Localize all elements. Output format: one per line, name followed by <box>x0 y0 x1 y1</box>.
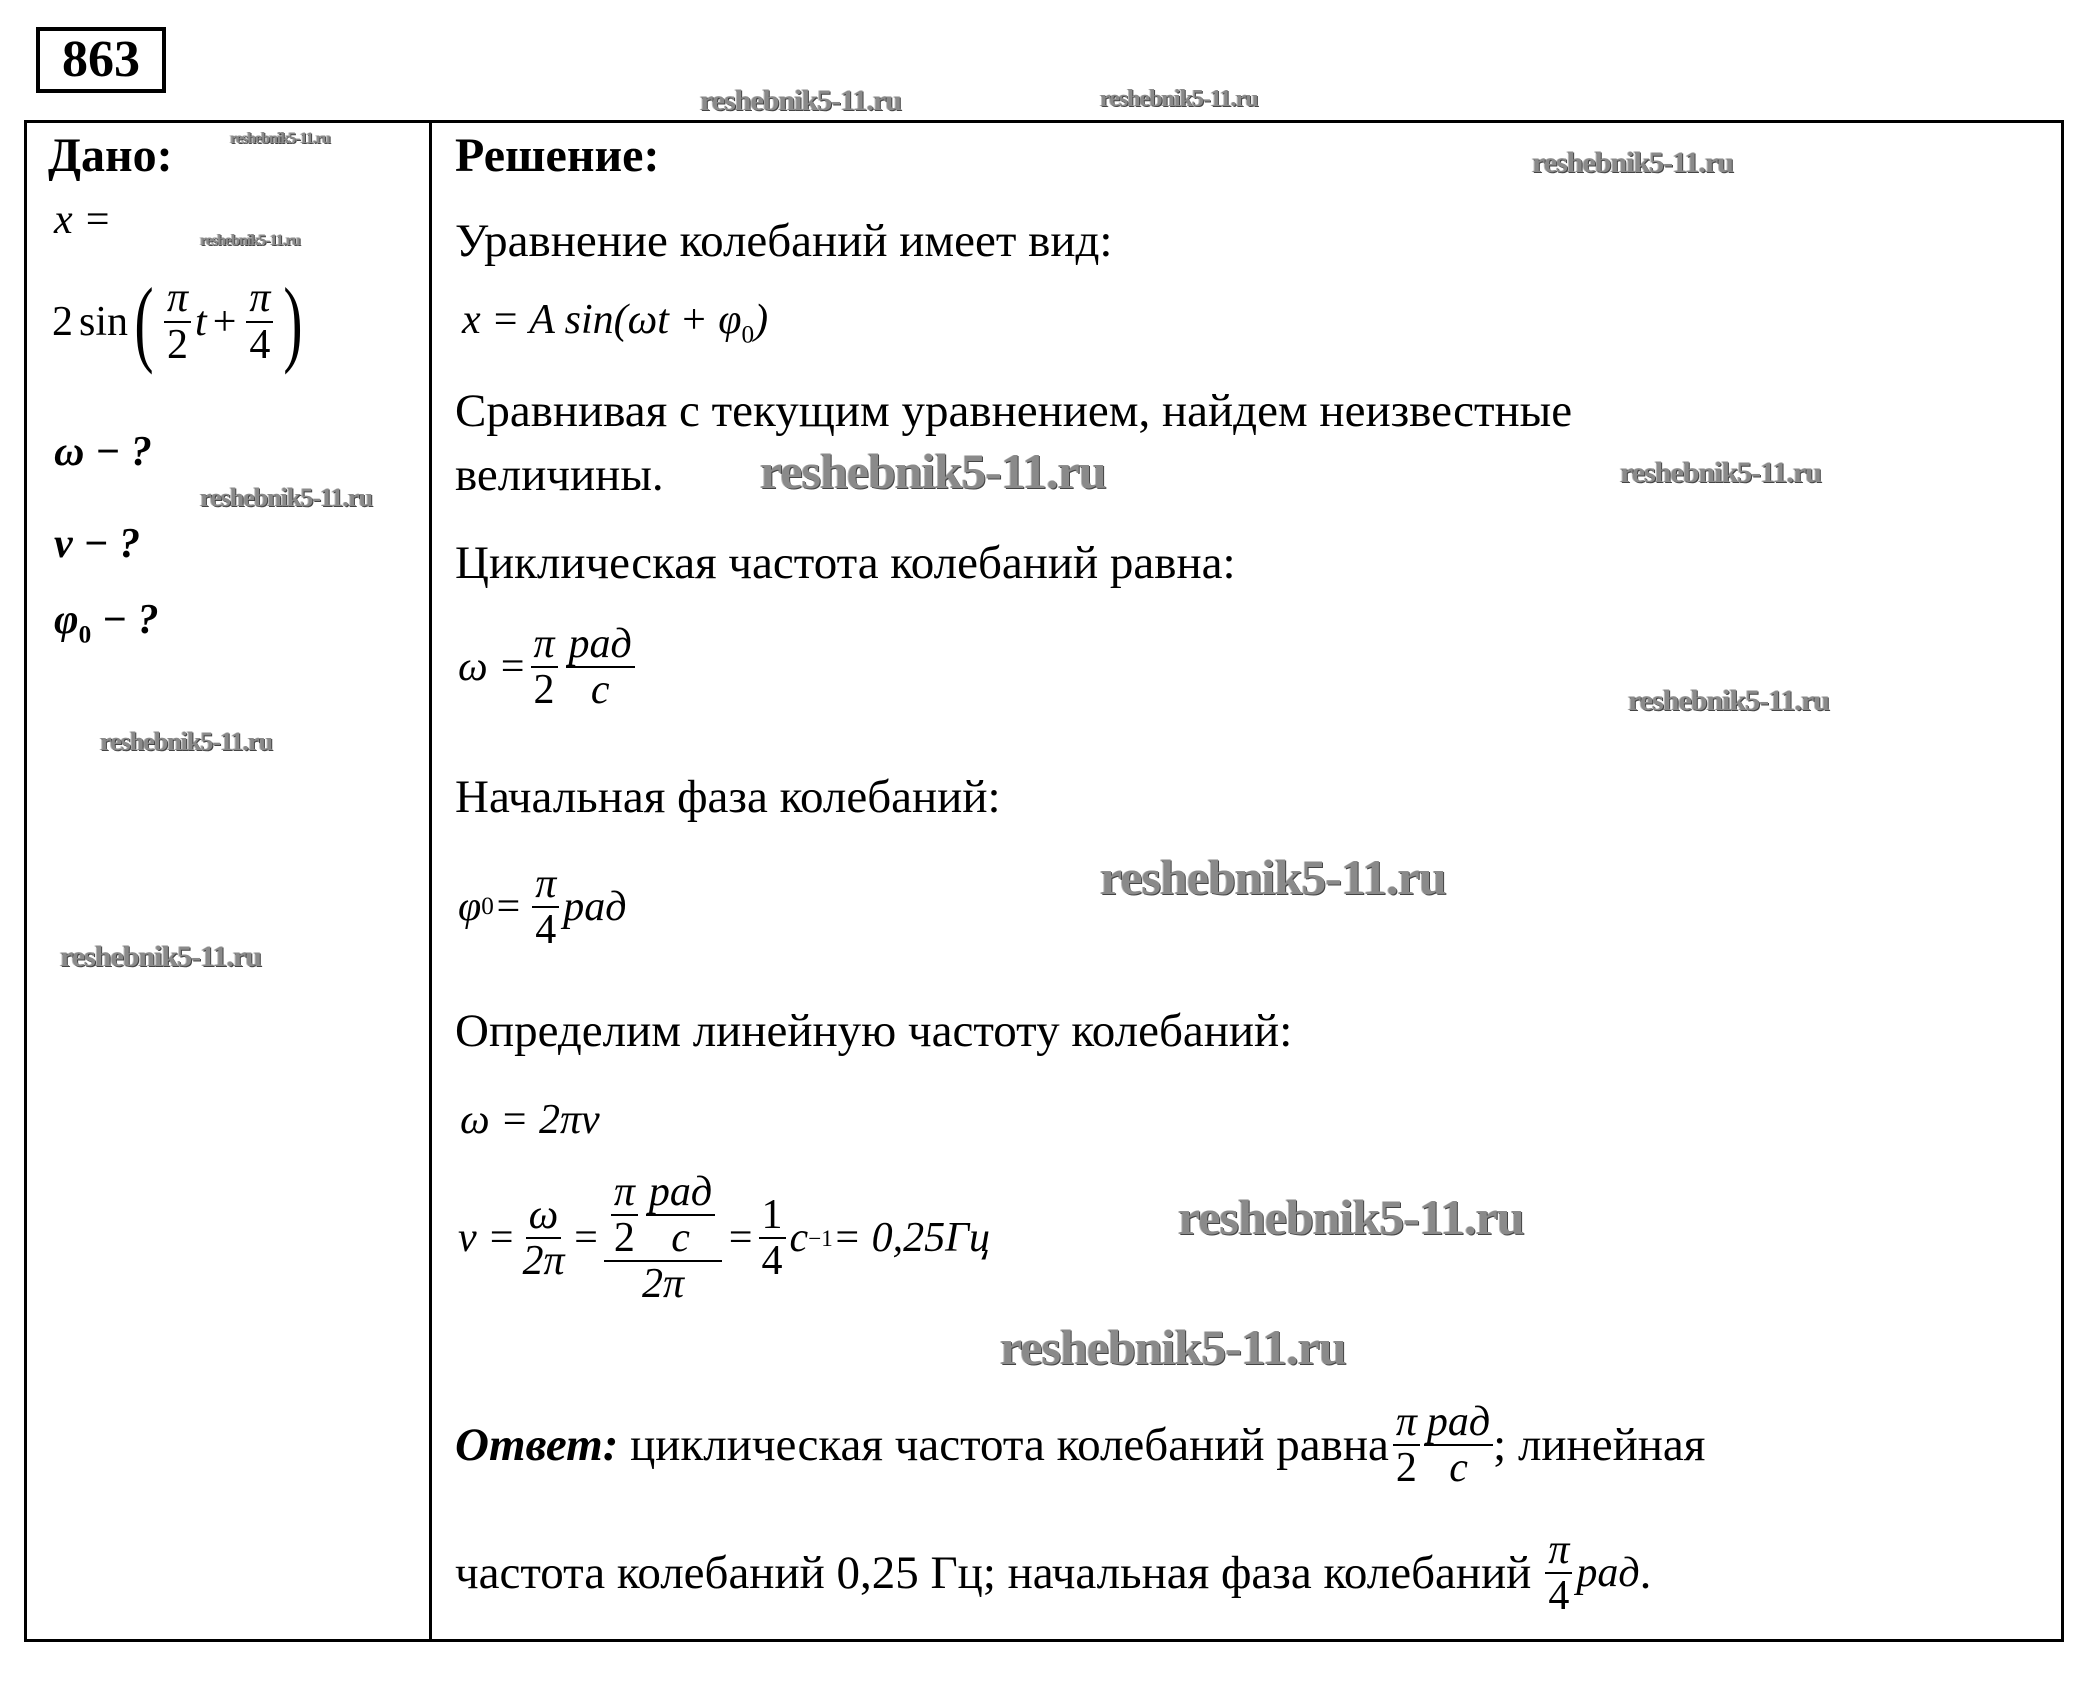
frac-num: π <box>246 276 273 322</box>
solution-line-1: Уравнение колебаний имеет вид: <box>455 215 1113 267</box>
given-plus: + <box>212 298 237 345</box>
eq-text: x = A sin(ωt + φ <box>462 297 742 343</box>
frac-den: 2 <box>533 667 555 714</box>
nu-frac-1 <box>519 1193 567 1283</box>
frac-den: с <box>590 667 610 714</box>
watermark: reshebnik5-11.ru <box>100 727 273 756</box>
paren-close: ) <box>283 268 304 375</box>
given-sin: sin <box>79 298 129 345</box>
frac-den: с <box>671 1215 690 1262</box>
equation-general <box>462 296 768 349</box>
exponent: −1 <box>808 1224 833 1251</box>
solution-line-6: Определим линейную частоту колебаний: <box>455 1005 1293 1057</box>
answer-line-2 <box>455 1528 1651 1618</box>
frac-num: π <box>611 1170 638 1216</box>
paren-open: ( <box>134 268 154 375</box>
frac-den: 4 <box>761 1238 783 1285</box>
question-mark-text: − ? <box>91 597 159 643</box>
unit-frac <box>566 622 635 712</box>
phi-symbol: φ <box>54 597 79 643</box>
answer-frac-2 <box>1545 1528 1572 1618</box>
given-t: t <box>195 298 207 345</box>
frac-num: π <box>1393 1400 1420 1446</box>
answer-text-1: циклическая частота колебаний равна <box>618 1419 1389 1472</box>
answer-text-2: ; линейная <box>1493 1419 1706 1472</box>
answer-unit-frac <box>1424 1400 1493 1490</box>
given-x-eq: x = <box>54 197 112 243</box>
watermark: reshebnik5-11.ru <box>60 940 261 973</box>
omega-2pi-nu: ω = 2πν <box>460 1097 600 1143</box>
given-question-nu: ν − ? <box>54 521 141 567</box>
frac-num: ω <box>526 1193 562 1239</box>
nu-frac-3 <box>759 1193 786 1283</box>
column-divider <box>429 120 432 1641</box>
frac-den: 2π <box>522 1238 565 1285</box>
frac-num: рад <box>646 1170 715 1216</box>
nu-formula <box>458 1170 990 1306</box>
watermark: reshebnik5-11.ru <box>1620 456 1821 489</box>
watermark: reshebnik5-11.ru <box>1100 86 1258 112</box>
phi-formula <box>458 862 626 952</box>
frac-num: 1 <box>759 1193 786 1239</box>
frac-num: π <box>532 862 559 908</box>
omega-lhs: ω = <box>458 644 527 691</box>
frac-num <box>604 1170 722 1262</box>
watermark: reshebnik5-11.ru <box>1100 849 1446 905</box>
frac-den: 2 <box>167 321 188 368</box>
frac-num: рад <box>1424 1400 1493 1446</box>
watermark: reshebnik5-11.ru <box>230 130 330 147</box>
watermark: reshebnik5-11.ru <box>700 84 901 117</box>
given-coef: 2 <box>52 298 73 345</box>
problem-number: 863 <box>36 27 166 93</box>
answer-end: . <box>1639 1547 1652 1600</box>
phi-unit: рад <box>563 884 627 931</box>
frac-den: 2π <box>642 1261 685 1308</box>
omega-frac <box>531 622 558 712</box>
solution-line-2: Сравнивая с текущим уравнением, найдем неизвестные <box>455 385 1573 437</box>
solution-line-4: Циклическая частота колебаний равна: <box>455 537 1236 589</box>
watermark: reshebnik5-11.ru <box>1000 1319 1346 1375</box>
watermark: reshebnik5-11.ru <box>1628 684 1829 717</box>
eq-end: ) <box>754 297 769 343</box>
given-equation <box>52 266 309 377</box>
frac-den: 2 <box>1395 1445 1417 1492</box>
watermark: reshebnik5-11.ru <box>1532 146 1733 179</box>
given-frac-2 <box>246 276 273 366</box>
omega-formula <box>458 622 639 712</box>
frac-den: 2 <box>613 1215 635 1262</box>
nu-frac-2 <box>604 1170 722 1306</box>
answer-line-1 <box>455 1400 1705 1490</box>
equals: = <box>571 1215 600 1262</box>
given-frac-1 <box>164 276 191 366</box>
frac-num: π <box>164 276 191 322</box>
frac-den: 4 <box>1548 1573 1570 1620</box>
phi-symbol: φ <box>458 884 482 931</box>
phi-sub: 0 <box>481 893 494 921</box>
nu-result: = 0,25Гц <box>832 1215 990 1262</box>
given-question-omega: ω − ? <box>54 429 152 475</box>
frac-den: 4 <box>249 321 271 368</box>
solution-heading: Решение: <box>455 129 660 182</box>
nu-lhs: ν = <box>458 1215 516 1262</box>
phi-subscript: 0 <box>78 621 92 649</box>
frac-den: 4 <box>535 907 557 954</box>
watermark: reshebnik5-11.ru <box>200 232 300 249</box>
frac-den: с <box>1449 1445 1468 1492</box>
given-question-phi0 <box>54 596 159 649</box>
answer-text-3: частота колебаний 0,25 Гц; начальная фаза колебаний <box>455 1547 1532 1600</box>
eq-sub: 0 <box>741 321 755 349</box>
answer-label: Ответ: <box>455 1419 619 1472</box>
equals: = <box>726 1215 755 1262</box>
watermark: reshebnik5-11.ru <box>200 483 373 512</box>
inner-unit-frac <box>646 1170 715 1260</box>
phi-eq: = <box>493 884 523 931</box>
frac-num: π <box>531 622 558 668</box>
solution-line-3: величины. <box>455 449 664 501</box>
frac-num: π <box>1545 1528 1572 1574</box>
solution-line-5: Начальная фаза колебаний: <box>455 771 1001 823</box>
watermark: reshebnik5-11.ru <box>760 443 1106 499</box>
inner-frac <box>611 1170 638 1260</box>
unit-c: c <box>789 1215 809 1262</box>
phi-frac <box>532 862 559 952</box>
given-heading: Дано: <box>48 129 173 182</box>
watermark: reshebnik5-11.ru <box>1178 1189 1524 1245</box>
answer-frac <box>1393 1400 1420 1490</box>
answer-unit-2: рад <box>1576 1550 1640 1597</box>
frac-num: рад <box>566 622 635 668</box>
